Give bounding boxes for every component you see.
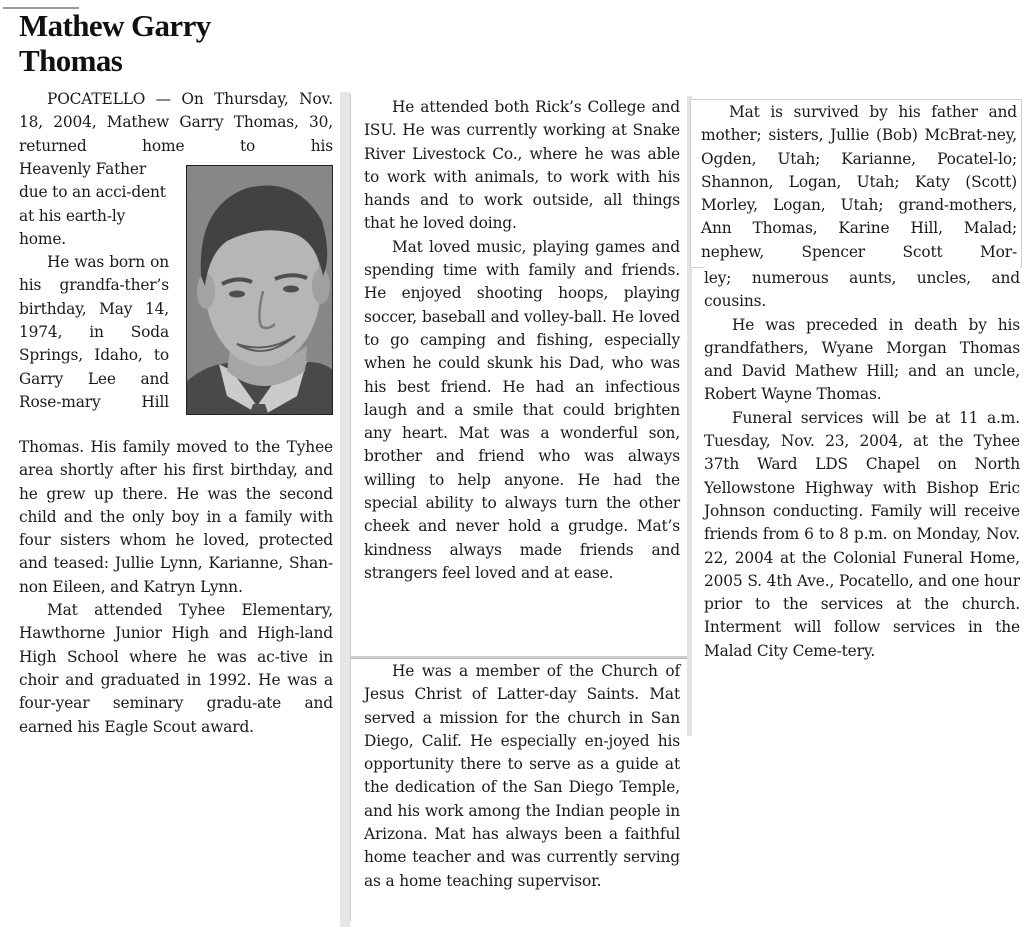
column-1-photo-wrap (19, 158, 169, 414)
headline-line-2: Thomas (19, 43, 123, 78)
obituary-headline (19, 8, 339, 78)
column-1-body (19, 436, 333, 739)
paragraph-preceded: He was preceded in death by his grandfathers, Wyane Morgan Thomas and David Mathew Hill; and an uncle, Robert Wayne Thomas. (704, 315, 1020, 404)
paragraph-survivors-cont: ley; numerous aunts, uncles, and cousins. (704, 269, 1020, 311)
paragraph-church: He was a member of the Church of Jesus Christ of Latter-day Saints. Mat served a mission for the church in San Diego, Calif. He especially en-joyed his opportunity there to serve as a guide at the dedication of the San Diego Temple, and his work among the Indian people in Arizona. Mat has always been a faithful home teacher and was currently serving as a home teaching supervisor. (364, 662, 680, 890)
paragraph-survivors: Mat is survived by his father and mother; sisters, Jullie (Bob) McBrat-ney, Ogden, Utah; Karianne, Pocatel-lo; Shannon, Logan, Utah; Katy (Scott) Morley, Logan, Utah; grand-mothers, Ann Thomas, Karine Hill, Malad; nephew, Spencer Scott Mor- (701, 103, 1017, 261)
paragraph-intro-cont: Heavenly Father due to an acci-dent at his earth-ly home. (19, 160, 166, 248)
column-3-survivors (701, 101, 1017, 264)
headline-line-1: Mathew Garry (19, 8, 211, 43)
paragraph-intro: POCATELLO — On Thursday, Nov. 18, 2004, Mathew Garry Thomas, 30, returned home to his (19, 90, 333, 155)
paragraph-family: Thomas. His family moved to the Tyhee area shortly after his first birthday, and he grew up there. He was the second child and the only boy in a family with four sisters whom he loved, protected and teased: Jullie Lynn, Karianne, Shan-non Eileen, and Katryn Lynn. (19, 438, 333, 596)
portrait-image (187, 166, 333, 415)
paragraph-school: Mat attended Tyhee Elementary, Hawthorne Junior High and High-land High School where he was ac-tive in choir and graduated in 1992. He was a four-year seminary gradu-ate and earned his Eagle Scout award. (19, 601, 333, 736)
column-2-church (364, 660, 680, 893)
gutter-left (340, 92, 350, 927)
column-3-body (704, 267, 1020, 663)
paragraph-college: He attended both Rick’s College and ISU. He was currently working at Snake River Livestock Co., where he was able to work with animals, to work with his hands and to work outside, all things that he loved doing. (364, 98, 680, 233)
paragraph-birth: He was born on his grandfa-ther’s birthday, May 14, 1974, in Soda Springs, Idaho, to Garry Lee and Rose-mary Hill (19, 253, 169, 411)
paragraph-services: Funeral services will be at 11 a.m. Tuesday, Nov. 23, 2004, at the Tyhee 37th Ward LDS Chapel on North Yellowstone Highway with Bishop Eric Johnson conducting. Family will receive friends from 6 to 8 p.m. on Monday, Nov. 22, 2004 at the Colonial Funeral Home, 2005 S. 4th Ave., Pocatello, and one hour prior to the services at the church. Interment will follow services in the Malad City Ceme-tery. (704, 408, 1020, 660)
portrait-photo (186, 165, 333, 415)
column-1-intro (19, 88, 333, 158)
column-2-body (364, 96, 680, 585)
paragraph-hobbies: Mat loved music, playing games and spending time with family and friends. He enjoyed shooting hoops, playing soccer, baseball and volley-ball. He loved to go camping and fishing, especially when he could skunk his Dad, who was his best friend. He had an infectious laugh and a smile that could brighten any heart. Mat was a wonderful son, brother and friend who was always willing to help anyone. He had the special ability to always turn the other cheek and never hold a grudge. Mat’s kindness always made friends and strangers feel loved and at ease. (364, 237, 680, 582)
